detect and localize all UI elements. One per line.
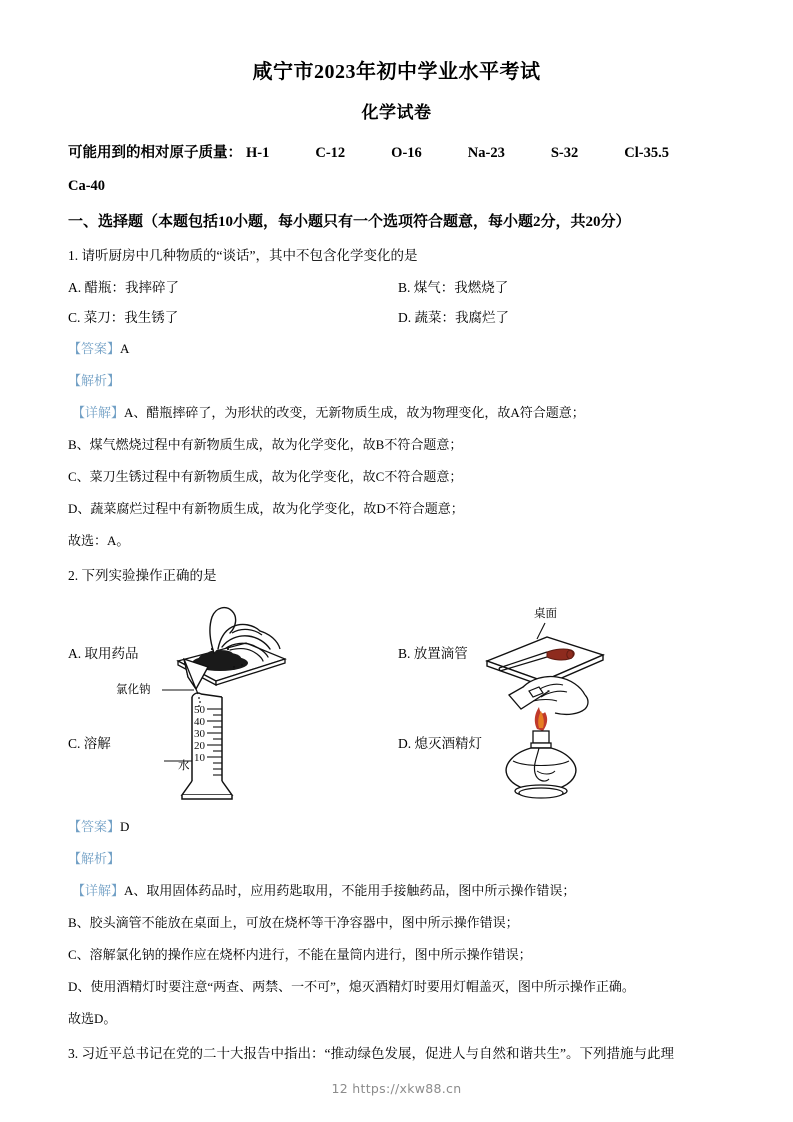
question-2-answer-value: D: [120, 819, 130, 835]
cylinder-scale-10: 10: [194, 752, 205, 765]
question-1-answer: [68, 342, 725, 355]
option-1d-key: D.: [398, 310, 412, 326]
option-2a[interactable]: [68, 647, 139, 661]
question-2-answer: [68, 820, 725, 833]
question-2-text: 下列实验操作正确的是: [81, 568, 217, 584]
atomic-mass-c: C-12: [315, 145, 346, 161]
option-2d-text: 熄灭酒精灯: [414, 736, 482, 752]
question-2-detail-2: B、胶头滴管不能放在桌面上，可放在烧杯等干净容器中，图中所示操作错误；: [68, 915, 519, 931]
question-2-detail-1-text: A、取用固体药品时，应用药匙取用，不能用手接触药品，图中所示操作错误；: [124, 883, 576, 899]
graduated-cylinder-icon: [160, 657, 270, 808]
option-1b[interactable]: [398, 281, 508, 295]
question-1-detail-4: D、蔬菜腐烂过程中有新物质生成，故为化学变化，故D不符合题意；: [68, 501, 464, 517]
option-1d-text: 蔬菜：我腐烂了: [414, 310, 509, 326]
question-1-options-row-2: [68, 311, 725, 325]
question-2-number: 2.: [68, 568, 79, 584]
option-2a-text: 取用药品: [84, 646, 139, 662]
page-subtitle: 化学试卷: [361, 103, 432, 122]
cylinder-scale-50: 50: [194, 704, 205, 717]
question-1-number: 1.: [68, 248, 79, 263]
question-1-conclusion: 故选：A。: [68, 533, 130, 549]
option-2b[interactable]: [398, 647, 468, 661]
question-2-stem: [68, 567, 725, 585]
atomic-mass-label: 可能用到的相对原子质量：: [68, 145, 242, 161]
question-3-text: 习近平总书记在党的二十大报告中指出：“推动绿色发展，促进人与自然和谐共生”。下列措施与此理: [81, 1046, 674, 1062]
atomic-mass-ca: Ca-40: [68, 177, 106, 194]
option-1a[interactable]: [68, 281, 179, 295]
option-2c-key: C.: [68, 736, 81, 752]
option-1c-key: C.: [68, 310, 81, 326]
detail-tag: 【详解】: [72, 883, 125, 899]
question-2-detail-3: C、溶解氯化钠的操作应在烧杯内进行，不能在量筒内进行，图中所示操作错误；: [68, 947, 532, 963]
atomic-mass-na: Na-23: [467, 145, 505, 161]
question-1-detail-2: B、煤气燃烧过程中有新物质生成，故为化学变化，故B不符合题意；: [68, 437, 463, 453]
option-2d-key: D.: [398, 736, 412, 752]
option-1c-text: 菜刀：我生锈了: [83, 310, 179, 326]
question-3-number: 3.: [68, 1046, 79, 1062]
option-2a-key: A.: [68, 646, 82, 662]
answer-tag: 【答案】: [68, 819, 121, 835]
page-title: 咸宁市2023年初中学业水平考试: [252, 61, 541, 83]
question-1-text: 请听厨房中几种物质的“谈话”，其中不包含化学变化的是: [81, 248, 418, 263]
water-caption: 水: [178, 760, 190, 773]
question-1-detail-3: C、菜刀生锈过程中有新物质生成，故为化学变化，故C不符合题意；: [68, 469, 463, 485]
question-2-detail-1: [68, 884, 725, 897]
alcohol-lamp-icon: [493, 671, 623, 808]
option-2c-text: 溶解: [83, 736, 111, 752]
sodium-chloride-caption: 氯化钠: [116, 684, 151, 697]
question-1-analysis-tag: 【解析】: [68, 373, 121, 389]
option-2d[interactable]: [398, 737, 482, 751]
option-1a-text: 醋瓶：我摔碎了: [84, 280, 179, 296]
option-2c[interactable]: [68, 737, 111, 751]
question-2-figures: [68, 595, 725, 803]
detail-tag: 【详解】: [72, 405, 125, 421]
option-1a-key: A.: [68, 280, 82, 296]
section-heading: 一、选择题（本题包括10小题，每小题只有一个选项符合题意，每小题2分，共20分）: [68, 214, 631, 230]
option-1b-text: 煤气：我燃烧了: [413, 280, 509, 296]
question-1-answer-value: A: [120, 341, 130, 357]
atomic-mass-line: [68, 146, 725, 161]
answer-tag: 【答案】: [68, 341, 121, 357]
option-2b-key: B.: [398, 646, 411, 662]
cylinder-scale-20: 20: [194, 740, 205, 753]
option-1d[interactable]: [398, 311, 509, 325]
question-2-conclusion: 故选D。: [68, 1011, 117, 1027]
atomic-mass-cl: Cl-35.5: [624, 145, 669, 161]
atomic-mass-h: H-1: [246, 145, 270, 161]
question-2-detail-4: D、使用酒精灯时要注意“两查、两禁、一不可”，熄灭酒精灯时要用灯帽盖灭，图中所示操作正确。: [68, 979, 635, 995]
atomic-mass-o: O-16: [391, 145, 422, 161]
cylinder-scale-30: 30: [194, 728, 205, 741]
option-1c[interactable]: [68, 311, 178, 325]
question-1-detail-1-text: A、醋瓶摔碎了，为形状的改变，无新物质生成，故为物理变化，故A符合题意；: [124, 405, 585, 421]
table-surface-caption: 桌面: [534, 608, 557, 621]
atomic-mass-s: S-32: [550, 145, 579, 161]
cylinder-scale-40: 40: [194, 716, 205, 729]
question-1-stem: [68, 247, 725, 265]
question-1-options-row-1: [68, 281, 725, 295]
question-3-stem: [68, 1045, 725, 1063]
option-1b-key: B.: [398, 280, 411, 296]
option-2b-text: 放置滴管: [413, 646, 468, 662]
page-footer: 12 https://xkw88.cn: [331, 1081, 462, 1096]
question-1-detail-1: [68, 406, 725, 419]
question-2-analysis-tag: 【解析】: [68, 851, 121, 867]
